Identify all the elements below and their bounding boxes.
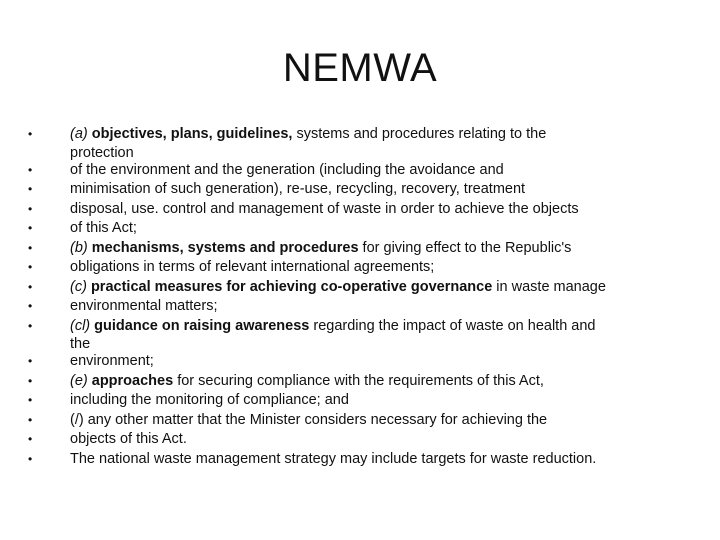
list-item: [28, 450, 698, 470]
bullet-text: [70, 278, 698, 298]
list-item: [28, 219, 698, 239]
bullet-text: [70, 239, 698, 259]
bullet-icon: •: [28, 373, 33, 388]
list-item: [28, 391, 698, 411]
bullet-icon: •: [28, 240, 33, 255]
list-item: [28, 411, 698, 431]
bullet-icon: •: [28, 318, 33, 333]
list-item: [28, 161, 698, 181]
item-rest: regarding the impact of waste on health and: [309, 317, 596, 334]
bullet-icon: •: [28, 127, 33, 141]
item-rest: for securing compliance with the requirements of this Act,: [173, 372, 544, 389]
list-item-continuation: [28, 336, 698, 352]
item-rest: including the monitoring of compliance; and: [70, 392, 349, 408]
bullet-text: [70, 125, 698, 145]
item-rest: environment;: [70, 353, 154, 369]
item-bold: guidance on raising awareness: [94, 317, 310, 334]
bullet-icon: •: [28, 412, 33, 427]
item-rest: in waste manage: [492, 278, 606, 295]
item-rest: of this Act;: [70, 220, 137, 236]
bullet-icon: •: [28, 279, 33, 294]
item-lead: (b): [70, 239, 88, 256]
bullet-icon: •: [28, 299, 33, 313]
bullet-icon: •: [28, 260, 33, 274]
item-bold: practical measures for achieving co-operative governance: [90, 278, 493, 295]
list-item: [28, 352, 698, 372]
item-rest: obligations in terms of relevant international agreements;: [70, 259, 435, 275]
item-bold: objectives, plans, guidelines,: [91, 126, 293, 142]
list-item: [28, 180, 698, 200]
item-lead: (a): [70, 126, 88, 142]
item-lead: (e): [70, 372, 88, 389]
item-rest: objects of this Act.: [70, 431, 187, 447]
item-rest: of the environment and the generation (including the avoidance and: [70, 161, 504, 178]
item-rest: The national waste management strategy may include targets for waste reduction.: [70, 450, 597, 467]
item-rest: disposal, use. control and management of waste in order to achieve the objects: [70, 200, 579, 217]
bullet-list: [28, 125, 698, 469]
item-lead: (c): [70, 278, 87, 295]
list-item: [28, 200, 698, 220]
item-bold: approaches: [91, 372, 174, 389]
bullet-text: [70, 317, 698, 337]
list-item: [28, 372, 698, 392]
item-rest: for giving effect to the Republic's: [358, 239, 572, 256]
list-item: [28, 317, 698, 337]
list-item: [28, 278, 698, 298]
item-rest: (/) any other matter that the Minister considers necessary for achieving the: [70, 411, 548, 428]
slide-title: NEMWA: [282, 46, 438, 90]
list-item: [28, 125, 698, 145]
item-rest: the: [70, 336, 91, 352]
bullet-icon: •: [28, 354, 33, 368]
bullet-icon: •: [28, 182, 33, 196]
item-lead: (cl): [70, 317, 91, 334]
list-item: [28, 239, 698, 259]
list-item-continuation: [28, 145, 698, 161]
bullet-icon: •: [28, 451, 33, 466]
bullet-icon: •: [28, 393, 33, 407]
bullet-icon: •: [28, 201, 33, 216]
item-rest: environmental matters;: [70, 298, 218, 314]
bullet-icon: •: [28, 162, 33, 177]
item-rest: systems and procedures relating to the: [292, 126, 547, 142]
item-bold: mechanisms, systems and procedures: [91, 239, 359, 256]
list-item: [28, 258, 698, 278]
list-item: [28, 430, 698, 450]
item-rest: minimisation of such generation), re-use, recycling, recovery, treatment: [70, 181, 526, 197]
bullet-icon: •: [28, 432, 33, 446]
bullet-icon: •: [28, 221, 33, 235]
bullet-text: [70, 372, 698, 392]
item-rest: protection: [70, 144, 134, 161]
list-item: [28, 297, 698, 317]
